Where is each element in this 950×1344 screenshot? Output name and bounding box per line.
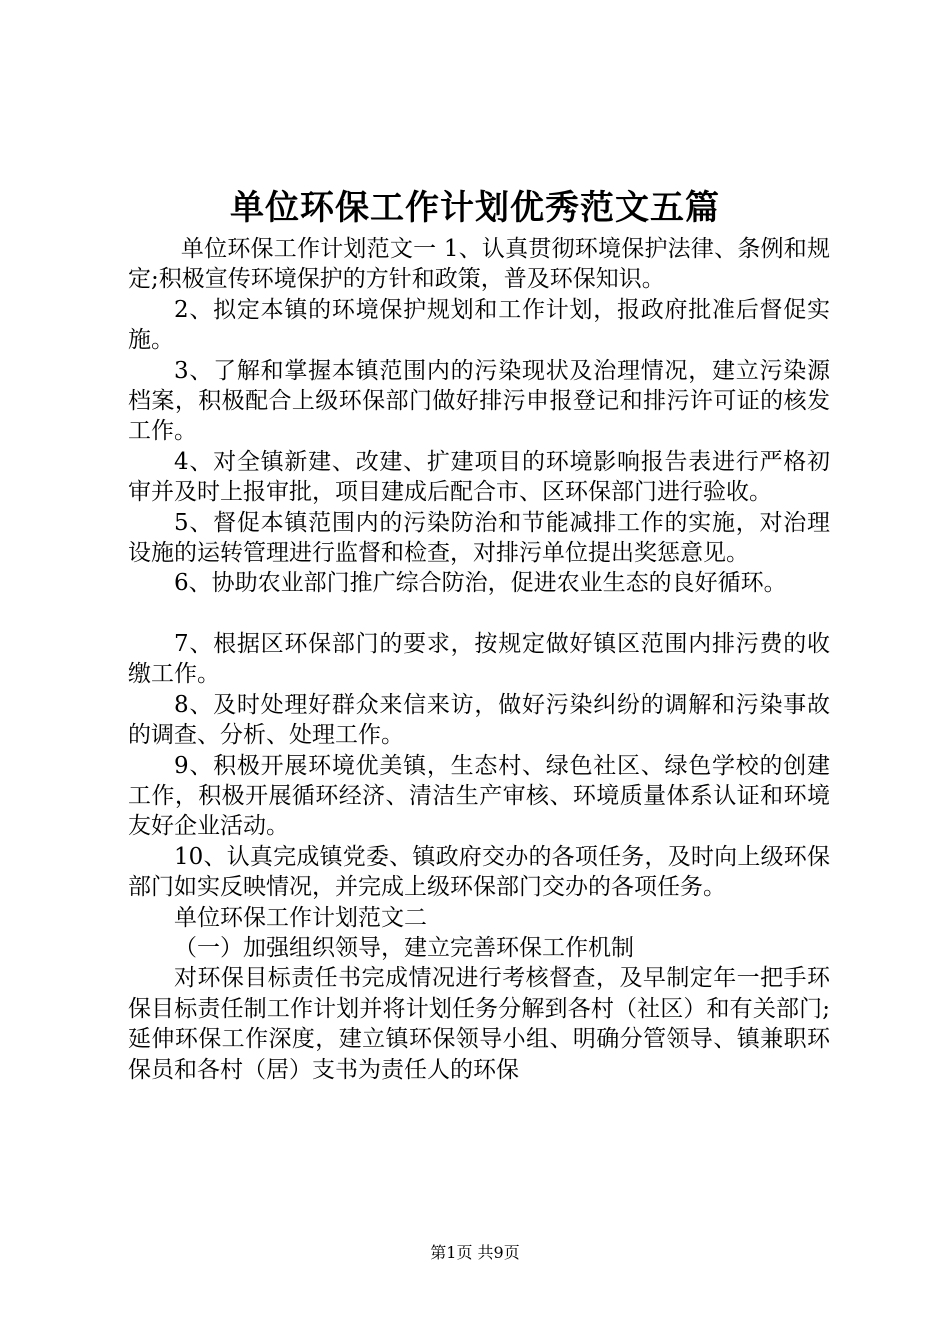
paragraph-item-9: 9、积极开展环境优美镇，生态村、绿色社区、绿色学校的创建工作，积极开展循环经济、清洁生产审核、环境质量体系认证和环境友好企业活动。 xyxy=(128,752,830,840)
page-number-footer: 第1页 共9页 xyxy=(430,1243,520,1262)
paragraph-item-5: 5、督促本镇范围内的污染防治和节能减排工作的实施，对治理设施的运转管理进行监督和检查，对排污单位提出奖惩意见。 xyxy=(128,509,830,567)
subsection-heading-one: （一）加强组织领导，建立完善环保工作机制 xyxy=(174,934,634,961)
document-title: 单位环保工作计划优秀范文五篇 xyxy=(230,188,720,228)
paragraph-item-6: 6、协助农业部门推广综合防治，促进农业生态的良好循环。 xyxy=(174,570,787,597)
paragraph-item-10: 10、认真完成镇党委、镇政府交办的各项任务，及时向上级环保部门如实反映情况，并完成上级环保部门交办的各项任务。 xyxy=(128,843,830,901)
paragraph-item-8: 8、及时处理好群众来信来访，做好污染纠纷的调解和污染事故的调查、分析、处理工作。 xyxy=(128,691,830,749)
paragraph-item-2: 2、拟定本镇的环境保护规划和工作计划，报政府批准后督促实施。 xyxy=(128,296,830,354)
paragraph-sample-two-body: 对环保目标责任书完成情况进行考核督查，及早制定年一把手环保目标责任制工作计划并将计划任务分解到各村（社区）和有关部门;延伸环保工作深度，建立镇环保领导小组、明确分管领导、镇兼职环保员和各村（居）支书为责任人的环保 xyxy=(128,965,830,1083)
paragraph-item-7: 7、根据区环保部门的要求，按规定做好镇区范围内排污费的收缴工作。 xyxy=(128,630,830,688)
paragraph-intro-item-1: 单位环保工作计划范文一 1、认真贯彻环境保护法律、条例和规定;积极宣传环境保护的方针和政策，普及环保知识。 xyxy=(128,236,830,293)
paragraph-item-3: 3、了解和掌握本镇范围内的污染现状及治理情况，建立污染源档案，积极配合上级环保部门做好排污申报登记和排污许可证的核发工作。 xyxy=(128,357,830,445)
document-body xyxy=(128,234,830,1085)
section-heading-sample-two: 单位环保工作计划范文二 xyxy=(174,904,427,931)
paragraph-item-4: 4、对全镇新建、改建、扩建项目的环境影响报告表进行严格初审并及时上报审批，项目建成后配合市、区环保部门进行验收。 xyxy=(128,448,830,506)
